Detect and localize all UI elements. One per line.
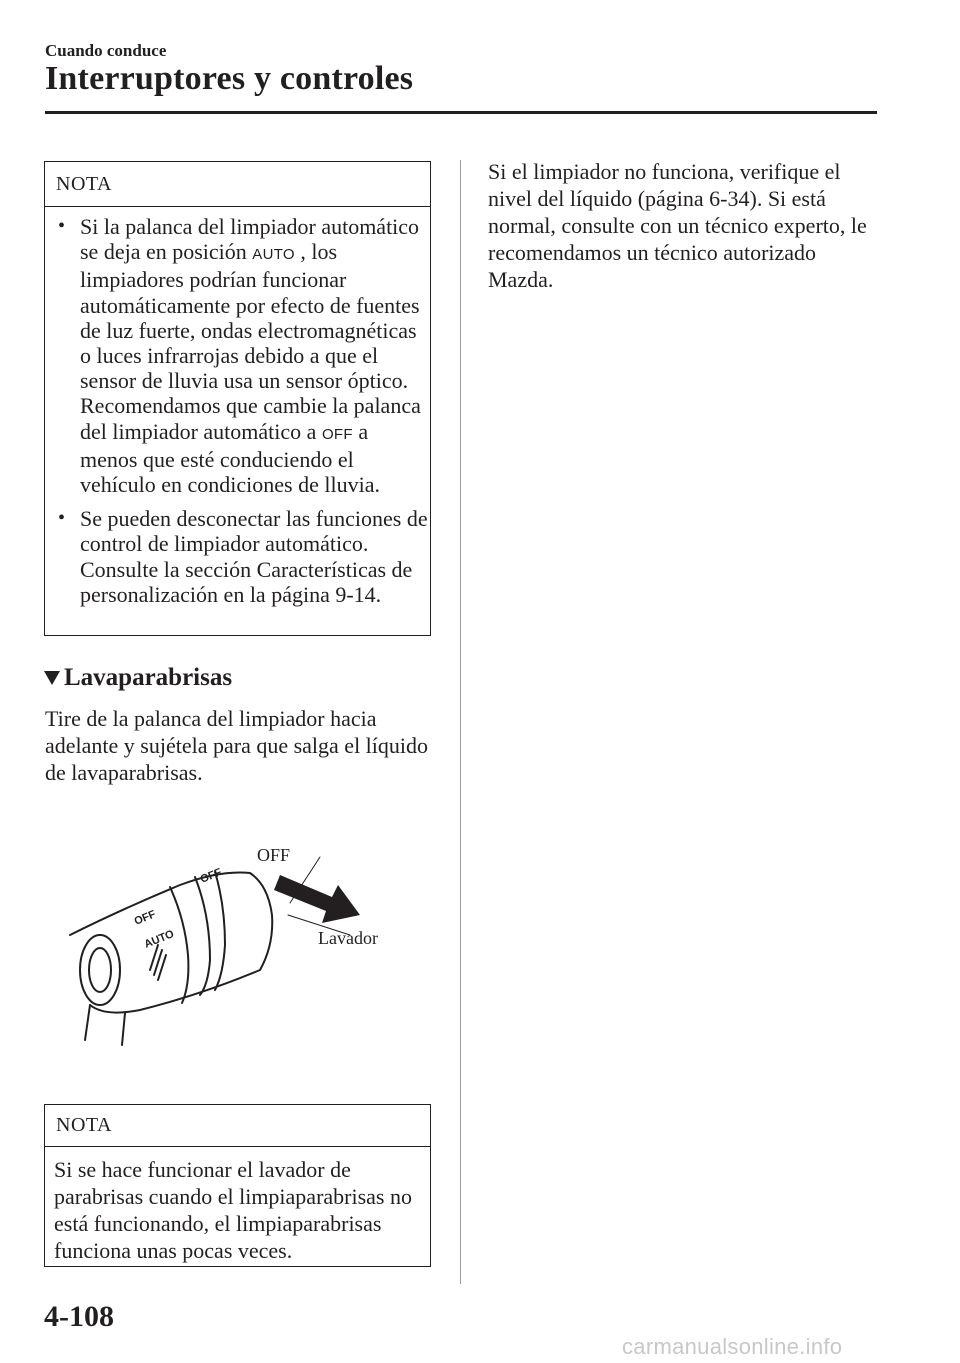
lever-text-off: OFF	[132, 908, 158, 928]
washer-body: Tire de la palanca del limpiador hacia adelante y sujétela para que salga el líquido de lavaparabrisas.	[45, 706, 429, 785]
off-symbol: OFF	[321, 425, 353, 443]
note-heading: NOTA	[45, 1105, 430, 1147]
header-rule	[45, 111, 877, 114]
page-number: 4-108	[44, 1300, 114, 1333]
washer-heading	[44, 664, 232, 692]
note-item-text: a menos que esté conduciendo el vehículo en condiciones de lluvia.	[80, 418, 380, 498]
lever-text-off: OFF	[198, 866, 224, 886]
note-item	[45, 214, 430, 497]
washer-arrow	[274, 875, 360, 923]
column-divider	[460, 160, 461, 1284]
lever-end-cap	[80, 935, 120, 1005]
triangle-bullet-icon	[44, 671, 60, 685]
figure-label-off: OFF	[257, 845, 291, 865]
note-body: Si se hace funcionar el lavador de parabrisas cuando el limpiaparabrisas no está funcionando, el limpiaparabrisas funciona unas pocas veces.	[54, 1157, 412, 1263]
note-box	[44, 1104, 431, 1267]
lever-band	[170, 887, 188, 1003]
page-title: Interruptores y controles	[45, 60, 414, 97]
note-item-text: , los limpiadores podrían funcionar automáticamente por efecto de fuentes de luz fuerte, ondas electromagnéticas o luces infrarrojas debido a que el sensor de lluvia usa un sensor óptico. Recomendamos que cambie la palanca del limpiador automático a	[80, 239, 421, 444]
lever-ridge	[150, 945, 166, 980]
washer-heading-text: Lavaparabrisas	[64, 664, 233, 691]
auto-symbol: AUTO	[252, 246, 295, 264]
lever-band	[195, 877, 210, 995]
lever-text-auto: AUTO	[142, 928, 176, 951]
watermark: carmanualsonline.info	[622, 1334, 843, 1359]
figure-label-washer: Lavador	[318, 928, 378, 948]
lever-end-cap-inner	[89, 948, 111, 992]
note-box	[44, 161, 431, 636]
note-item-text: Si la palanca del limpiador automático se deja en posición	[80, 214, 420, 265]
lever-band	[215, 872, 225, 990]
note-item: • Se pueden desconectar las funciones de control de limpiador automático. Consulte la sección Características de personalización en la página 9-14.	[45, 506, 430, 607]
note-heading: NOTA	[45, 162, 430, 207]
note-list	[45, 207, 430, 607]
section-label: Cuando conduce	[45, 41, 167, 60]
right-column-body: Si el limpiador no funciona, verifique el nivel del líquido (página 6-34). Si está normal, consulte con un técnico experto, le recomendamos un técnico autorizado Mazda.	[488, 159, 867, 292]
